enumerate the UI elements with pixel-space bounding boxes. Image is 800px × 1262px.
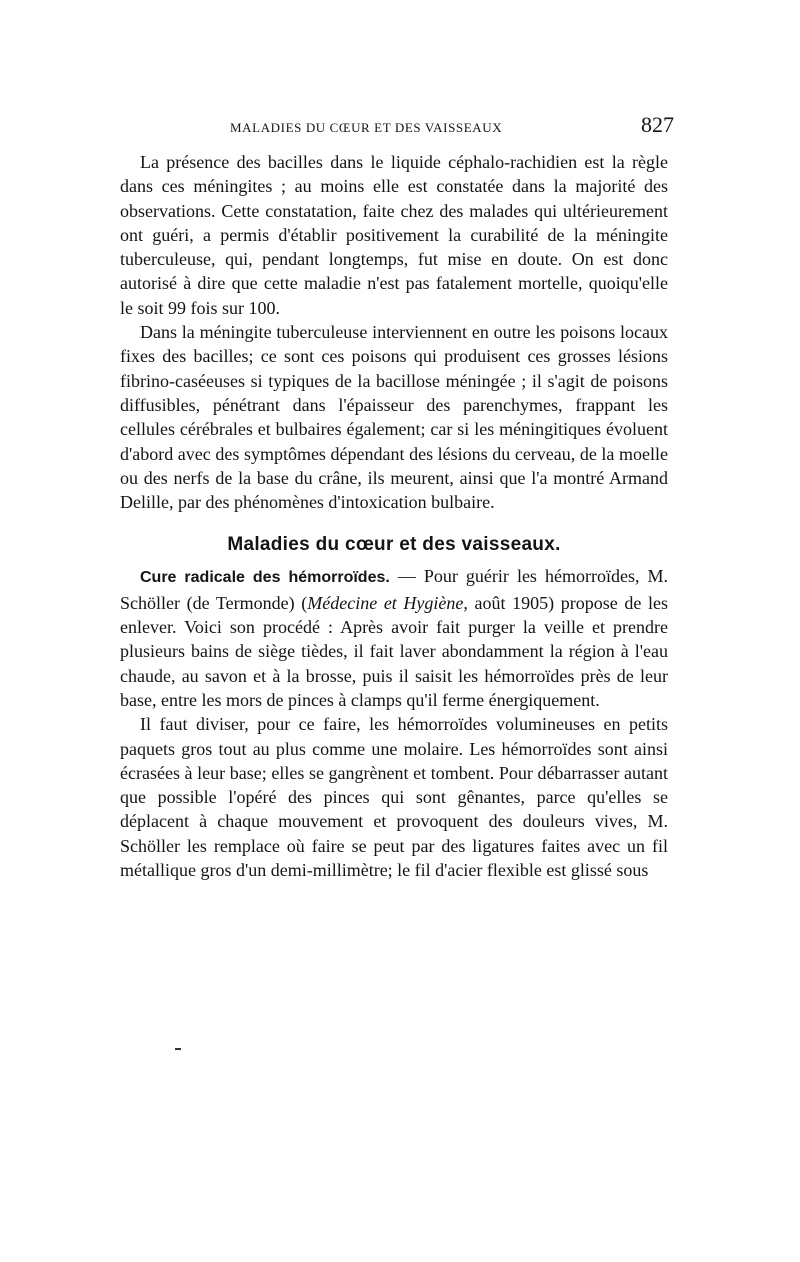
paragraph-cure-text-1: — Pour guérir les hémorroïdes, M. Schöller (de Termonde) ( [120,566,668,613]
journal-title: Médecine et Hygiène [307,592,464,613]
paragraph-cure-text-2: , août 1905) propose de les enlever. Voici son procédé : Après avoir fait purger la veille et prendre plusieurs bains de siège tièdes, il fait laver abondamment la région à l'eau chaude, au savon et à la brosse, puis il saisit les hémorroïdes près de leur base, entre les mors de pinces à clamps qu'il ferme énergiquement. [120,592,668,710]
paragraph-cure-radicale [120,564,668,712]
book-page [120,110,674,882]
paragraph-diviser: Il faut diviser, pour ce faire, les hémorroïdes volumineuses en petits paquets gros tout au plus comme une molaire. Les hémorroïdes sont ainsi écrasées à leur base; elles se gangrènent et tombent. Pour débarrasser autant que possible l'opéré des pinces qui sont gênantes, parce qu'elles se déplacent à chaque mouvement et provoquent des douleurs vives, M. Schöller les remplace où faire se peut par des ligatures faites avec un fil métallique gros d'un demi-millimètre; le fil d'acier flexible est glissé sous [120,714,668,881]
page-number: 827 [641,112,674,137]
running-title: MALADIES DU CŒUR ET DES VAISSEAUX [230,120,503,135]
paragraph-bacilles: La présence des bacilles dans le liquide céphalo-rachidien est la règle dans ces méningites ; au moins elle est constatée dans la majorité des observations. Cette constatation, faite chez des malades qui ultérieurement ont guéri, a permis d'établir positivement la curabilité de la méningite tuberculeuse, qui, pendant longtemps, fut mise en doute. On est donc autorisé à dire que cette maladie n'est pas fatalement mortelle, quoiqu'elle le soit 99 fois sur 100. [120,152,668,318]
section-heading: Maladies du cœur et des vaisseaux. [227,534,561,556]
print-speck [175,1048,181,1050]
paragraph-poisons: Dans la méningite tuberculeuse interviennent en outre les poisons locaux fixes des bacilles; ce sont ces poisons qui produisent ces grosses lésions fibrino-caséeuses si typiques de la bacillose méningée ; il s'agit de poisons diffusibles, pénétrant dans l'épaisseur des parenchymes, frappant les cellules cérébrales et bulbaires également; car si les méningitiques évoluent d'abord avec des symptômes dépendant des lésions du cerveau, de la moelle ou des nerfs de la base du crâne, ils meurent, ainsi que l'a montré Armand Delille, par des phénomènes d'intoxication bulbaire. [120,322,668,513]
run-in-heading: Cure radicale des hémorroïdes. [140,569,390,587]
running-head [120,110,674,150]
